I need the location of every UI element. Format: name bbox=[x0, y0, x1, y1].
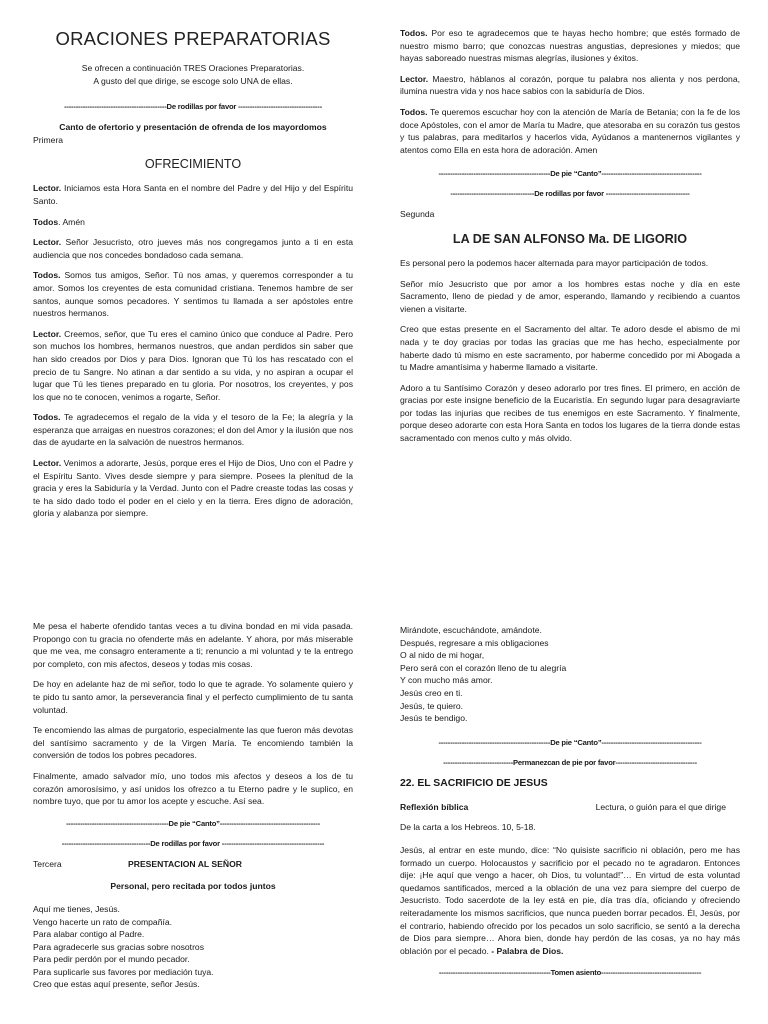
divider-canto: --------------------------------------------De pie “Canto”------------------------------------------- bbox=[66, 818, 320, 828]
prayer-paragraph bbox=[400, 73, 740, 98]
poem-line: Aquí me tienes, Jesús. bbox=[33, 903, 120, 914]
top-right-column bbox=[400, 27, 740, 453]
paragraph-text: . Amén bbox=[58, 216, 85, 227]
body-paragraph: Adoro a tu Santísimo Corazón y deseo adorarlo por tres fines. El primero, en acción de gracias por este insigne beneficio de la Eucaristía. En segundo lugar para desagraviarte por todas las injurias que recibes de tus enemigos en este Sacramento. Y finalmente, porque deseo adorarte con esta Hora Santa en todos los lugares de la tierra donde estas sacramentado con menos culto y más olvido. bbox=[400, 382, 740, 444]
speaker-label: Lector. bbox=[33, 328, 62, 339]
prayer-paragraph bbox=[400, 27, 740, 65]
intro-line: A gusto del que dirige, se escoge solo UNA de ellas. bbox=[93, 75, 293, 86]
poem-line: Para suplicarle sus favores por mediación tuya. bbox=[33, 966, 214, 977]
poem-line: Creo que estas aquí presente, señor Jesús. bbox=[33, 979, 200, 990]
prayer-paragraph bbox=[33, 236, 353, 261]
poem-line: Jesús te bendigo. bbox=[400, 713, 468, 724]
intro-line: Se ofrecen a continuación TRES Oraciones Preparatorias. bbox=[81, 63, 305, 73]
divider-canto: ------------------------------------------------De pie “Canto”------------------------------------------- bbox=[438, 737, 702, 747]
paragraph-text: Señor Jesucristo, otro jueves más nos congregamos junto a ti en esta audiencia que nos concedes bondadoso cada semana. bbox=[33, 237, 353, 260]
poem-line: Mirándote, escuchándote, amándote. bbox=[400, 625, 542, 635]
reading-paragraph bbox=[400, 844, 740, 957]
reading-close: - Palabra de Dios. bbox=[491, 945, 564, 956]
paragraph-text: Creemos, señor, que Tu eres el camino único que conduce al Padre. Pero son muchos los hombres, hermanos nuestros, que andan perdidos sin saber que han sido creados por Dios y para Dios. Ignoran que Tú los has rescatado con el precio de tu Sangre. No atinan a dar sentido a su vida, y no aspiran a ocupar el lugar que Tú les tienes preparado en tu gloria. Por nosotros, los creyentes, y pos los que no te conocen, venimos a rogarte, Señor. bbox=[33, 328, 353, 402]
poem-line: Para pedir perdón por el mundo pecador. bbox=[33, 954, 190, 965]
speaker-label: Todos bbox=[33, 216, 59, 227]
body-paragraph: Te encomiendo las almas de purgatorio, especialmente las que fueron más devotas del santísimo sacramento y de la Virgen María. Te encomiendo también la conversión de todos los pobres pecadores. bbox=[33, 725, 353, 761]
poem-line: O al nido de mi hogar, bbox=[400, 650, 485, 661]
body-paragraph: Finalmente, amado salvador mío, uno todos mis afectos y deseos a los de tu corazón amorosísimo, y así unidos los ofrezco a tu Eterno padre y le suplico, en nombre tuyo, que por tu amor los acepte y escuche. Así sea. bbox=[33, 770, 353, 807]
poem-line: Después, regresare a mis obligaciones bbox=[400, 637, 549, 648]
divider-permanezcan: ------------------------------Permanezcan de pie por favor----------------------------------- bbox=[443, 757, 697, 767]
speaker-label: Lector. bbox=[33, 183, 62, 194]
speaker-label: Todos. bbox=[33, 412, 61, 423]
speaker-label: Todos. bbox=[33, 270, 61, 281]
poem-line: Para alabar contigo al Padre. bbox=[33, 929, 145, 940]
section-title-ligorio: LA DE SAN ALFONSO Ma. DE LIGORIO bbox=[452, 231, 688, 246]
poem-line: Y con mucho más amor. bbox=[400, 675, 493, 686]
top-left-column bbox=[33, 28, 353, 528]
reflexion-row bbox=[400, 801, 740, 814]
speaker-label: Lector. bbox=[33, 458, 62, 469]
prayer-paragraph bbox=[33, 411, 353, 449]
body-paragraph: Creo que estas presente en el Sacramento del altar. Te adoro desde el abismo de mi nada y te doy gracias por todas las gracias que me has hecho, especialmente por haberte dado tú mismo en este sacramento, por haberme concedido por mi Abogada a tu Madre amantísima y haberme llamado a visitarte. bbox=[400, 324, 740, 373]
part-label-tercera: Tercera bbox=[33, 858, 62, 869]
poem-line: Vengo hacerte un rato de compañía. bbox=[33, 916, 173, 927]
prayer-paragraph bbox=[33, 328, 353, 404]
divider-tomen-asiento: ------------------------------------------------Tomen asiento------------------------------------------- bbox=[438, 968, 702, 978]
canto-ofertorio: Canto de ofertorio y presentación de ofrenda de los mayordomos bbox=[59, 122, 327, 133]
bottom-right-column bbox=[400, 624, 740, 987]
prayer-paragraph bbox=[33, 269, 353, 319]
body-paragraph: Señor mío Jesucristo que por amor a los hombres estas noche y día en este Sacramento, lleno de piedad y de amor, esperando, llamando y recibiendo a cuantos vienen a visitarte. bbox=[400, 278, 740, 314]
speaker-label: Todos. bbox=[400, 28, 428, 38]
poem-line: Jesús creo en ti. bbox=[400, 687, 463, 698]
speaker-label: Lector. bbox=[400, 73, 429, 84]
poem-line: Para agradecerle sus gracias sobre nosotros bbox=[33, 941, 205, 952]
reflexion-note: Lectura, o guión para el que dirige bbox=[595, 801, 726, 812]
body-paragraph: De hoy en adelante haz de mi señor, todo lo que te agrade. Yo solamente quiero y te pido tu santo amor, la perseverancia final y el perfecto cumplimiento de tu santa voluntad. bbox=[33, 679, 353, 715]
paragraph-text: Venimos a adorarte, Jesús, porque eres el Hijo de Dios, Uno con el Padre y el Espíritu Santo. Vives desde siempre y para siempre. Posees la plenitud de la gracia y eres la Sabiduría y la Verdad. Junto con el Padre creaste todas las cosas y te ha sido dado todo el poder en el cielo y en la tierra. Eres digno de adoración, gloria y alabanza por siempre. bbox=[33, 458, 353, 519]
subtitle-recitada: Personal, pero recitada por todos juntos bbox=[110, 881, 276, 892]
tercera-row bbox=[33, 858, 353, 871]
paragraph-text: Iniciamos esta Hora Santa en el nombre del Padre y del Hijo y del Espíritu Santo. bbox=[33, 183, 353, 206]
paragraph-text: Te queremos escuchar hoy con la atención de María de Betania; con la fe de los doce Apóstoles, con el amor de María tu Madre, que atesoraba en su corazón tus gestos y tus palabras, para meditarlos y hacerlos vida, Ayúdanos a mantenernos vigilantes y atentos como Ella en esta hora de adoración. Amen bbox=[400, 106, 740, 155]
part-label-primera: Primera bbox=[33, 134, 64, 145]
bottom-left-column bbox=[33, 620, 353, 1003]
poem-block bbox=[400, 624, 740, 725]
section-title-ofrecimiento: OFRECIMIENTO bbox=[144, 157, 242, 172]
poem-line: Jesús, te quiero. bbox=[400, 700, 464, 711]
prayer-paragraph bbox=[33, 216, 353, 229]
paragraph-text: Te agradecemos el regalo de la vida y el tesoro de la Fe; la alegría y la esperanza que arraigas en nuestros corazones; el don del Amor y la ilusión que nos das de ayudarte en la salvación de nuestros hermanos. bbox=[33, 412, 353, 448]
section-title-sacrificio: 22. EL SACRIFICIO DE JESUS bbox=[400, 777, 548, 789]
poem-line: Pero será con el corazón lleno de tu alegría bbox=[400, 662, 567, 673]
divider-rodillas: ------------------------------------De rodillas por favor ------------------------------------ bbox=[450, 189, 690, 199]
page-title: ORACIONES PREPARATORIAS bbox=[55, 28, 331, 49]
speaker-label: Todos. bbox=[400, 106, 428, 117]
reading-text: Jesús, al entrar en este mundo, dice: “No quisiste sacrificio ni oblación, pero me has formado un cuerpo. Holocaustos y sacrificio por el pecado no te agradaron. Entonces dije: ¡He aquí que vengo a hacer, oh Dios, tu voluntad!”… En virtud de esta voluntad quedamos santificados, merced a la oblación de una vez para siempre del cuerpo de Jesucristo. Todo sacerdote de la ley está en pie, día tras día, oficiando y ofreciendo reiteradamente los mismos sacrificios, que nunca pueden borrar pecados. Él, Jesús, por el contrario, habiendo ofrecido por los pecados un solo sacrificio, se sentó a la derecha de Dios para siempre… Ahora bien, donde hay perdón de las cosas, ya no hay más oblación por el pecado. bbox=[400, 844, 740, 956]
divider-rodillas: --------------------------------------------De rodillas por favor ------------------------------------ bbox=[64, 102, 322, 112]
prayer-paragraph bbox=[33, 182, 353, 207]
poem-block bbox=[33, 903, 353, 991]
intro-block bbox=[33, 62, 353, 87]
reading-reference: De la carta a los Hebreos. 10, 5-18. bbox=[400, 822, 536, 833]
paragraph-text: Por eso te agradecemos que te hayas hecho hombre; que estés formado de nuestro mismo barro; que conozcas nuestras angustias, depresiones y miedos; que hayas saboreado nuestras mismas alegrías, ilusiones y éxitos. bbox=[400, 28, 740, 64]
body-paragraph: Es personal pero la podemos hacer alternada para mayor participación de todos. bbox=[400, 257, 709, 268]
reflexion-label: Reflexión bíblica bbox=[400, 801, 469, 812]
part-label-segunda: Segunda bbox=[400, 209, 435, 220]
prayer-paragraph bbox=[400, 106, 740, 156]
divider-rodillas: --------------------------------------De rodillas por favor -------------------------------------------- bbox=[61, 838, 325, 848]
divider-canto: ------------------------------------------------De pie “Canto”------------------------------------------- bbox=[438, 169, 702, 179]
paragraph-text: Somos tus amigos, Señor. Tú nos amas, y queremos corresponder a tu amor. Somos los creyentes de esta comunidad cristiana. Tenemos hambre de ser santos, aunque somos pecadores. Y sentimos tu llamada a ser apóstoles entre nuestros hermanos. bbox=[33, 270, 353, 319]
speaker-label: Lector. bbox=[33, 237, 62, 248]
section-title-presentacion: PRESENTACION AL SEÑOR bbox=[128, 858, 242, 869]
paragraph-text: Maestro, háblanos al corazón, porque tu palabra nos alienta y nos perdona, ilumina nuestra vida y nos hace sabios con la sabiduría de Dios. bbox=[400, 73, 740, 97]
body-paragraph: Me pesa el haberte ofendido tantas veces a tu divina bondad en mi vida pasada. Propongo con tu gracia no ofenderte más en adelante. Y ahora, por más miserable que me vea, me consagro enteramente a ti; renuncio a mi voluntad y te la entrego por completo, con mis afectos, deseos y todas mis cosas. bbox=[33, 621, 353, 669]
prayer-paragraph bbox=[33, 457, 353, 520]
